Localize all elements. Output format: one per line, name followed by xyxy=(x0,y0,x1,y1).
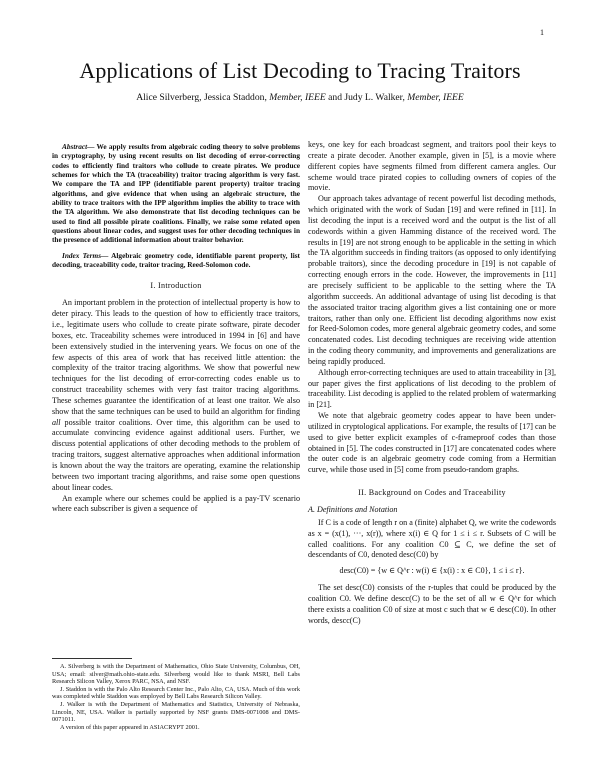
author-membership-1: Member, IEEE xyxy=(269,92,326,103)
definitions-paragraph-2: The set desc(C0) consists of the r-tuples that could be produced by the coalition C0. We define descc(C) to be the set of all w ∈ Q^r for which there exists a coalition C0 of size at most c such that w ∈ desc(C0). In other words, descc(C) xyxy=(308,583,556,625)
abstract-text: — We apply results from algebraic coding theory to solve problems in cryptography, by using recent results on list decoding of error-correcting codes to efficiently find traitors who collude to create pirates. We produce schemes for which the TA (traceability) traitor tracing algorithm is very fast. We compare the TA and IPP (identifiable parent property) traitor tracing algorithms, and give evidence that when using an algebraic structure, the ability to trace traitors with the IPP algorithm implies the ability to trace with the TA algorithm. We also demonstrate that list decoding techniques can be used to find all possible pirate coalitions. Finally, we raise some related open questions about linear codes, and suggest uses for other decoding techniques in the presence of additional information about traitor behavior. xyxy=(52,142,300,245)
intro-paragraph-3: Our approach takes advantage of recent powerful list decoding methods, which originated with the work of Sudan [19] and were refined in [11]. In list decoding the input is a received word and the output is the list of all codewords within a given Hamming distance of the received word. The results in [19] are not strong enough to be applicable in the setting in which the TA algorithm succeeds in finding traitors (as opposed to only identifying probable traitors), since the decoding procedure in [19] is not capable of correcting enough errors in the code. However, the improvements in [11] are precisely sufficient to be applicable to the setting where the TA algorithm succeeds. An additional advantage of using list decoding is that the associated traitor tracing algorithm gives a list containing one or more traitors, rather than only one. Efficient list decoding algorithms now exist for Reed-Solomon codes, more general algebraic geometry codes, and some concatenated codes. List decoding techniques are receiving wide attention in the coding theory community, and improvements and generalizations are being rapidly produced. xyxy=(308,194,556,366)
abstract xyxy=(52,142,300,245)
intro-p1-text: An important problem in the protection of intellectual property is how to deter piracy. This leads to the question of how to efficiently trace traitors, i.e., legitimate users who collude to create pirate software, pirate decoder boxes, etc. Traceability schemes were introduced in 1994 in [6] and have been extensively studied in the intervening years. We focus on one of the few aspects of this area of work that has received little attention: the complexity of the traitor tracing algorithms. We show that powerful new techniques for the list decoding of error-correcting codes enable us to construct traceability schemes with very fast traitor tracing algorithms. These schemes guarantee the identification of at least one traitor. We also show that the same techniques can be used to build an algorithm for finding xyxy=(52,298,300,416)
intro-paragraph-5: We note that algebraic geometry codes appear to have been under-utilized in cryptological applications. For example, the results of [17] can be used to give better explicit examples of c-frameproof codes than those obtained in [5]. The codes constructed in [17] are concatenated codes where the outer code is an algebraic geometry code coming from a Hermitian curve, while those used in [5] come from pseudo-random graphs. xyxy=(308,411,556,475)
index-terms-label: Index Terms xyxy=(62,250,102,260)
footnote-2: J. Staddon is with the Palo Alto Research Center Inc., Palo Alto, CA, USA. Much of this work was completed while Staddon was employed by Bell Labs Research Silicon Valley. xyxy=(52,685,300,701)
author-names-2: and Judy L. Walker, xyxy=(328,92,405,103)
author-line xyxy=(0,92,600,103)
footnote-1: A. Silverberg is with the Department of Mathematics, Ohio State University, Columbus, OH, USA; email: silver@math.ohio-state.edu. Silverberg would like to thank MSRI, Bell Labs Research Silicon Valley, Xerox PARC, NSA, and NSF. xyxy=(52,663,300,686)
footnote-3: J. Walker is with the Department of Mathematics and Statistics, University of Nebraska, Lincoln, NE, USA. Walker is partially supported by NSF grants DMS-0071008 and DMS-0071011. xyxy=(52,700,300,724)
intro-paragraph-2-continued: keys, one key for each broadcast segment, and traitors pool their keys to create a pirate decoder. Another example, given in [5], is a movie where different copies have segments filmed from different camera angles. Our scheme would trace pirated copies to colluding owners of copies of the movie. xyxy=(308,140,556,193)
index-terms xyxy=(52,251,300,270)
abstract-label: Abstract xyxy=(62,142,88,151)
left-column xyxy=(52,142,300,515)
section-heading-background: II. Background on Codes and Traceability xyxy=(358,488,506,498)
intro-paragraph-4: Although error-correcting techniques are used to attain traceability in [3], our paper gives the first applications of list decoding to the problem of traceability. List decoding is applied to the related problem of watermarking in [21]. xyxy=(308,367,556,410)
index-terms-text: — Algebraic geometry code, identifiable parent property, list decoding, traceability code, traitor tracing, Reed-Solomon code. xyxy=(52,250,300,270)
author-membership-2: Member, IEEE xyxy=(407,92,464,103)
footnotes xyxy=(52,658,300,731)
section-heading-introduction: I. Introduction xyxy=(150,281,202,291)
intro-p1-tail: possible traitor coalitions. Over time, this algorithm can be used to accumulate convincing evidence against additional users. Further, we discuss potential applications of other decoding methods to the problem of tracing traitors, suggest alternative approaches when additional information is known about the way the traitors are operating, examine the relationship between two important tracing algorithms, and raise some open questions about linear codes. xyxy=(52,417,300,492)
intro-p1-emphasis: all xyxy=(52,417,61,427)
page-number: 1 xyxy=(540,28,544,37)
desc-formula: desc(C0) = {w ∈ Q^r : w(i) ∈ {x(i) : x ∈ C0}, 1 ≤ i ≤ r}. xyxy=(339,566,525,576)
intro-paragraph-1 xyxy=(52,298,300,493)
footnote-4: A version of this paper appeared in ASIACRYPT 2001. xyxy=(60,723,200,731)
author-names-1: Alice Silverberg, Jessica Staddon, xyxy=(136,92,267,103)
intro-paragraph-2: An example where our schemes could be applied is a pay-TV scenario where each subscriber is given a sequence of xyxy=(52,493,300,514)
definitions-paragraph-1: If C is a code of length r on a (finite) alphabet Q, we write the codewords as x = (x(1), ···, x(r)), where x(i) ∈ Q for 1 ≤ i ≤ r. Subsets of C will be called coalitions. For any coalition C0 ⊆ C, we define the set of descendants of C0, denoted desc(C0) by xyxy=(308,517,556,560)
subsection-heading-definitions: A. Definitions and Notation xyxy=(308,505,398,514)
paper-title: Applications of List Decoding to Tracing Traitors xyxy=(79,58,521,83)
right-column xyxy=(308,140,556,626)
footnote-rule xyxy=(52,658,132,659)
